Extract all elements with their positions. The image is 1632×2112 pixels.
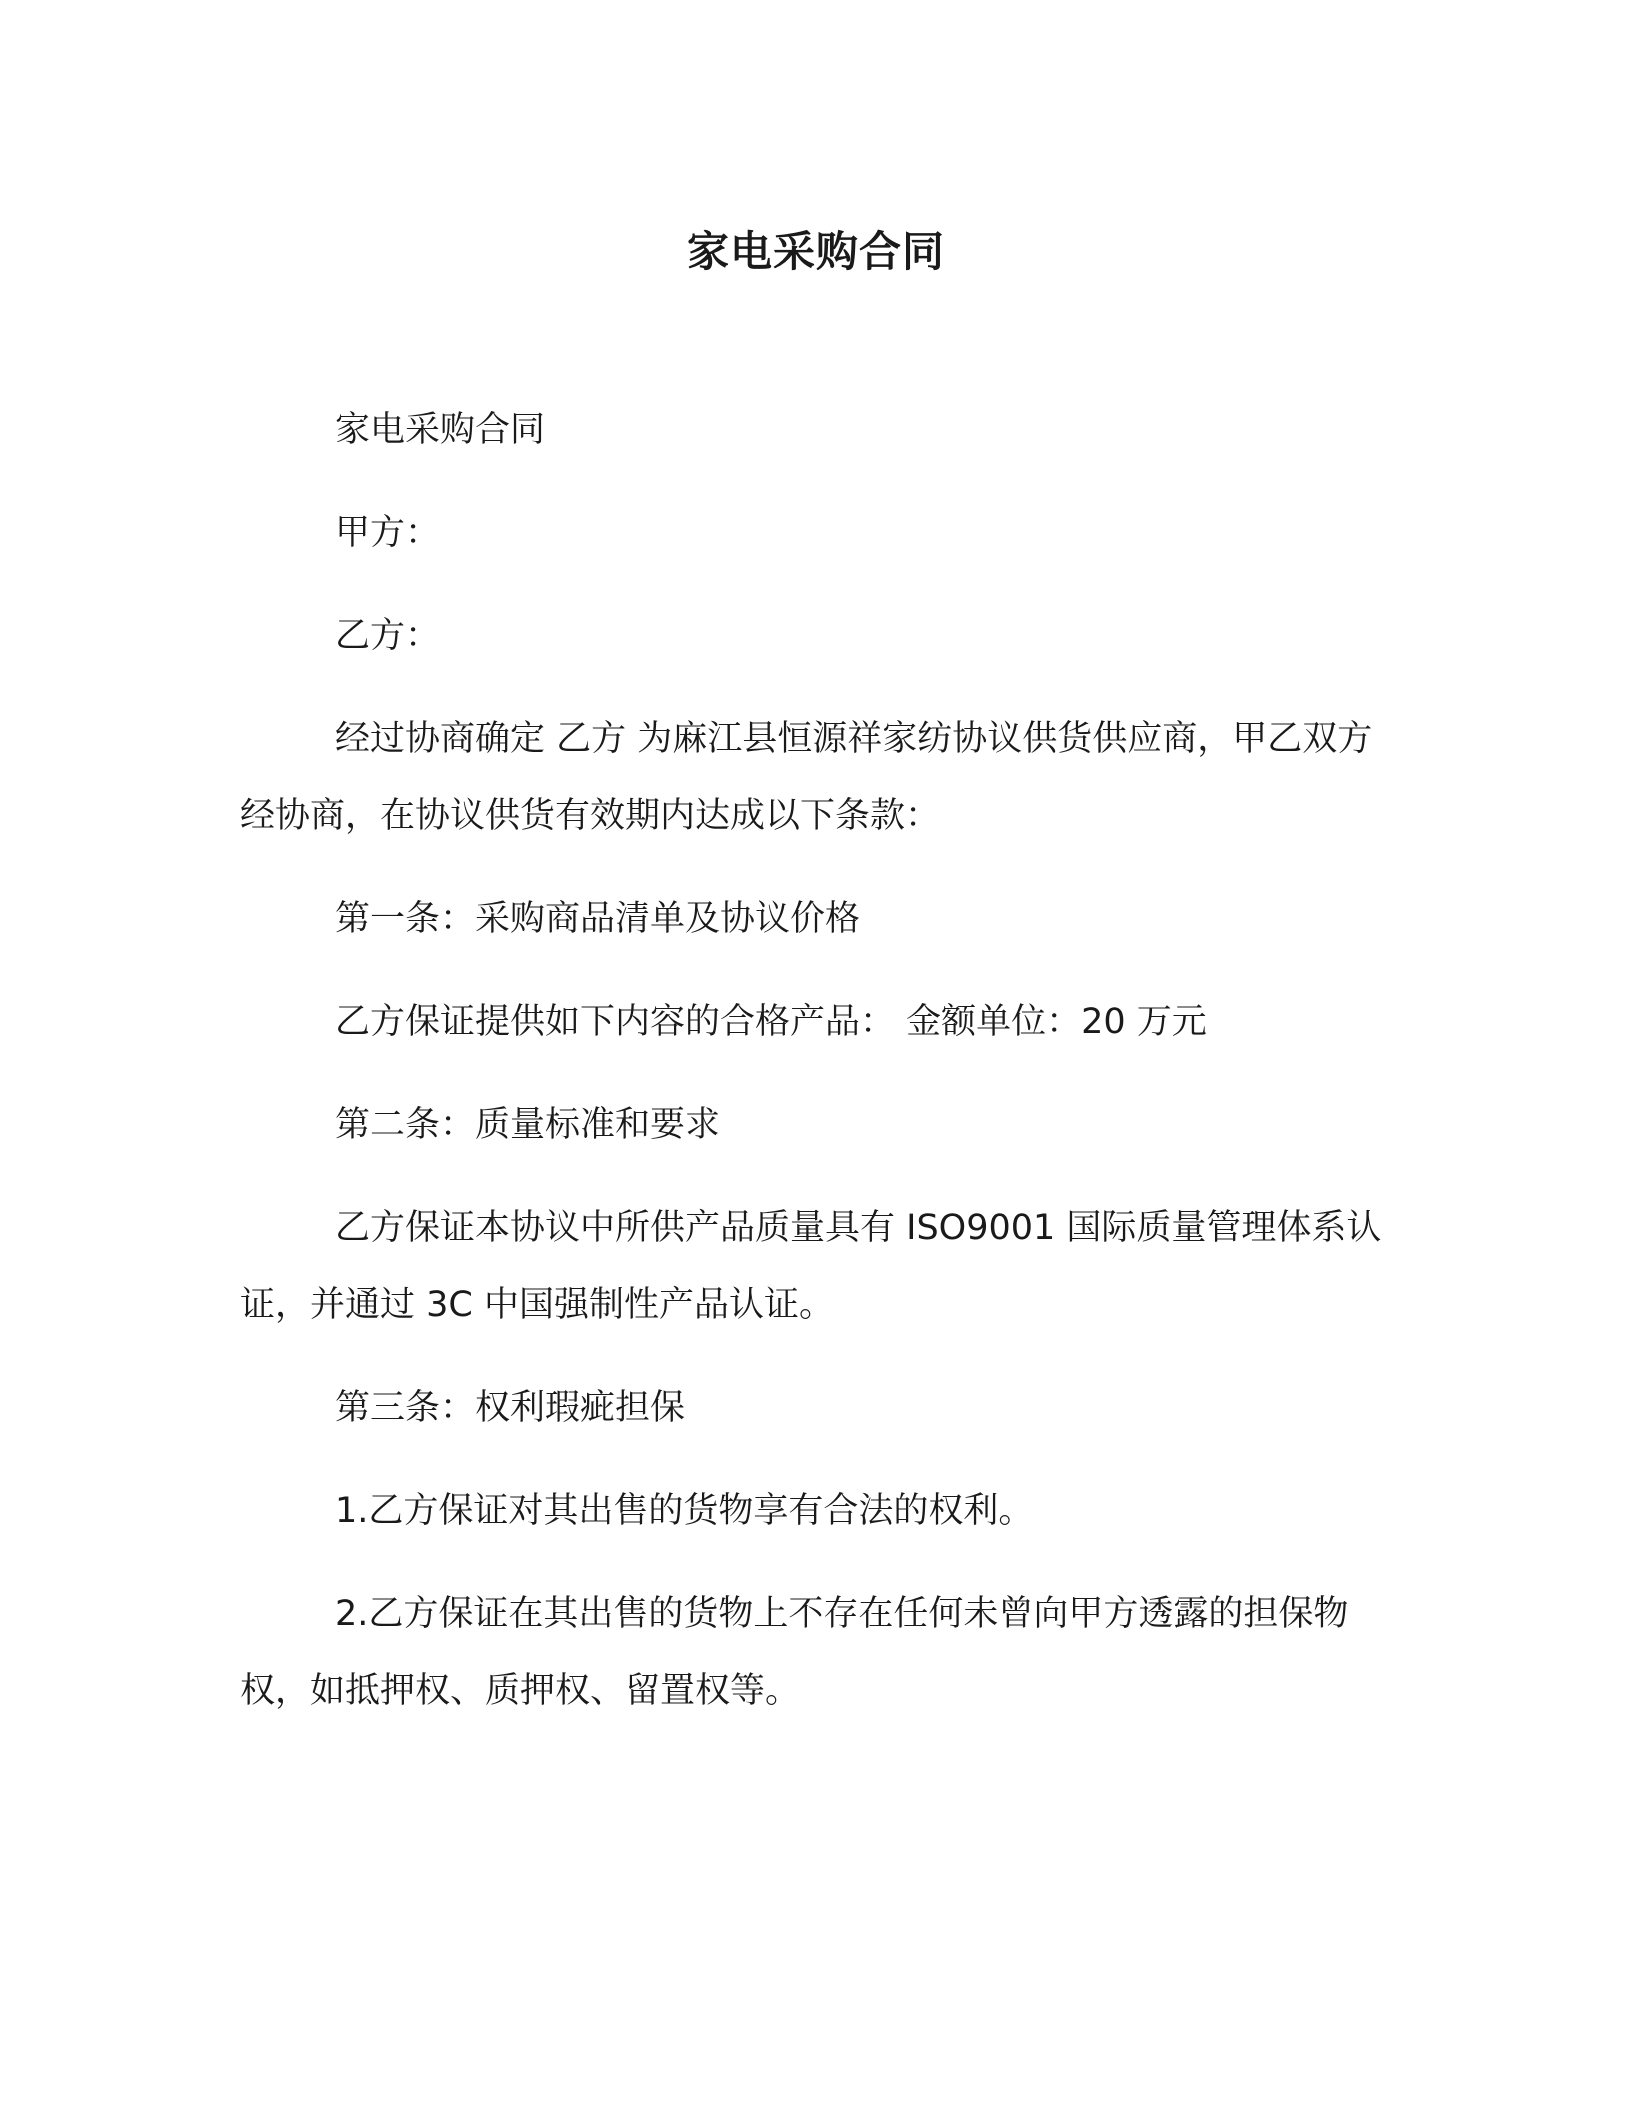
subtitle-paragraph: 家电采购合同 [335, 410, 546, 450]
article-3-heading: 第三条：权利瑕疵担保 [335, 1388, 686, 1428]
article-1-heading: 第一条：采购商品清单及协议价格 [335, 899, 861, 939]
party-a-line: 甲方： [335, 513, 441, 553]
article-3-item-2: 2.乙方保证在其出售的货物上不存在任何未曾向甲方透露的担保物权，如抵押权、质押权、留置权等。 [240, 1594, 1349, 1711]
document-title: 家电采购合同 [686, 227, 945, 276]
party-b-line: 乙方： [335, 616, 441, 656]
article-2-heading: 第二条：质量标准和要求 [335, 1105, 721, 1145]
intro-paragraph: 经过协商确定 乙方 为麻江县恒源祥家纺协议供货供应商，甲乙双方经协商，在协议供货有效期内达成以下条款： [240, 719, 1373, 836]
article-3-item-1: 1.乙方保证对其出售的货物享有合法的权利。 [335, 1491, 1034, 1531]
article-1-content: 乙方保证提供如下内容的合格产品： 金额单位：20 万元 [335, 1002, 1207, 1042]
document-body [240, 392, 1382, 1756]
article-2-content: 乙方保证本协议中所供产品质量具有 ISO9001 国际质量管理体系认证，并通过 3C 中国强制性产品认证。 [240, 1208, 1382, 1325]
